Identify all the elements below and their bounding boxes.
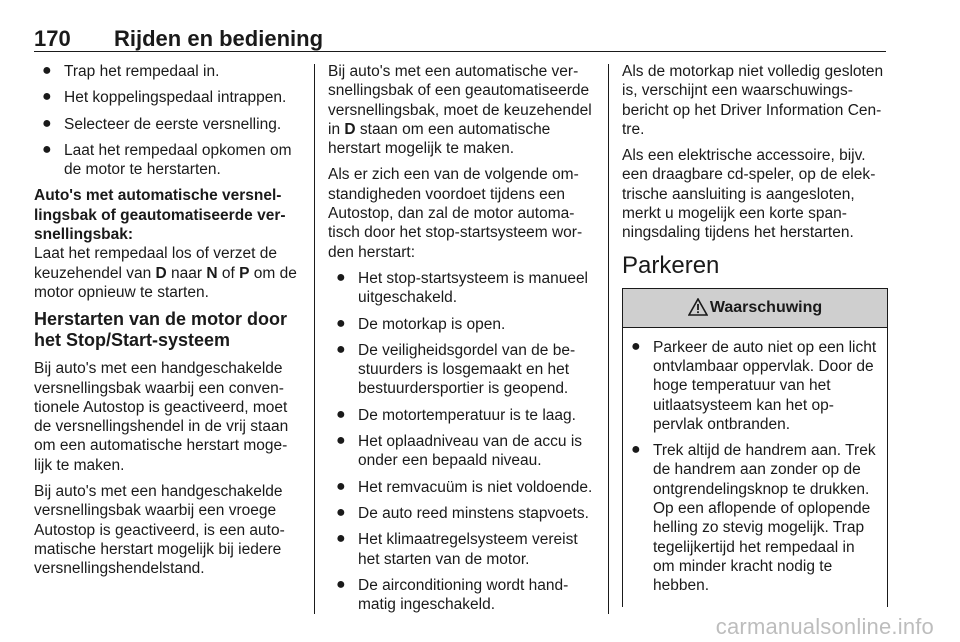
bullet-icon: ● xyxy=(336,314,346,332)
column-divider-2 xyxy=(608,64,609,614)
automatic-transmission-text: Laat het rempedaal los of verzet de keuzehendel van D naar N of P om de motor opnieuw te starten. xyxy=(34,245,297,301)
column-3 xyxy=(622,62,888,607)
bullet-icon: ● xyxy=(42,88,52,106)
warning-box xyxy=(622,288,888,607)
warning-triangle-icon xyxy=(688,298,708,316)
paragraph: Bij auto's met een handgeschakelde versnellingsbak waarbij een conventionele Autostop is geactiveerd, moet de versnellingshendel in de vrij staan om een automatische herstart mogelijk te maken. xyxy=(34,360,289,474)
warning-header xyxy=(623,289,887,328)
list-item: ● De motortemperatuur is te laag. xyxy=(336,405,576,424)
list-item: ● Het stop-startsysteem is manueel uitgeschakeld. xyxy=(336,268,589,307)
section-heading-restart: Herstarten van de motor door het Stop/Start-systeem xyxy=(34,309,288,351)
page-header xyxy=(34,26,886,54)
restart-conditions-list xyxy=(328,269,594,614)
bullet-icon: ● xyxy=(336,268,346,286)
list-item: ● Trap het rempedaal in. xyxy=(42,62,220,80)
list-item: ● Selecteer de eerste versnelling. xyxy=(42,114,282,133)
column-1 xyxy=(34,62,300,586)
list-item: ● Het koppelingspedaal intrappen. xyxy=(42,88,287,107)
section-heading-parkeren: Parkeren xyxy=(622,251,720,279)
paragraph: Als er zich een van de volgende omstandigheden voordoet tijdens een Autostop, dan zal de motor automatisch door het stop-startsysteem worden herstart: xyxy=(328,166,583,261)
list-item: ● Het klimaatregelsysteem vereist het starten van de motor. xyxy=(336,530,578,568)
bullet-icon: ● xyxy=(336,503,346,521)
list-item: ● De motorkap is open. xyxy=(336,314,506,333)
list-item: ● Het remvacuüm is niet voldoende. xyxy=(336,477,593,496)
bullet-icon: ● xyxy=(336,405,346,423)
bullet-icon: ● xyxy=(42,62,52,79)
list-item: ● Trek altijd de handrem aan. Trek de handrem aan zonder op de ontgrendelingsknop te drukken. Op een aflopende of oplopende helling zo stevig mogelijk. Trap tegelijkertijd het rempedaal in om minder kracht nodig te hebben. xyxy=(631,441,876,595)
list-item: ● Parkeer de auto niet op een licht ontvlambaar oppervlak. Door de hoge temperatuur van het uitlaatsysteem kan het oppervlak ontbranden. xyxy=(631,337,877,433)
paragraph: Als een elektrische accessoire, bijv. een draagbare cd-speler, op de elektrische aansluiting is aangesloten, merkt u mogelijk een korte spanningsdaling tijdens het herstarten. xyxy=(622,147,876,242)
list-item: ● De auto reed minstens stapvoets. xyxy=(336,503,589,522)
bullet-icon: ● xyxy=(336,530,346,548)
paragraph: Bij auto's met een automatische versnellingsbak of een geautomatiseerde versnellingsbak, moet de keuzehendel in D staan om een automatische herstart mogelijk te maken. xyxy=(328,63,592,158)
bullet-icon: ● xyxy=(631,441,641,459)
warning-body xyxy=(623,328,887,607)
bullet-icon: ● xyxy=(631,337,641,355)
list-item: ● De veiligheidsgordel van de bestuurders is losgemaakt en het bestuurdersportier is geopend. xyxy=(336,340,576,398)
column-2 xyxy=(328,62,594,621)
list-item: ● Het oplaadniveau van de accu is onder een bepaald niveau. xyxy=(336,432,583,470)
watermark: carmanualsonline.info xyxy=(715,614,934,639)
bullet-icon: ● xyxy=(42,114,52,132)
paragraph: Als de motorkap niet volledig gesloten is, verschijnt een waarschuwingsbericht op het Driver Information Centre. xyxy=(622,63,884,138)
bullet-icon: ● xyxy=(336,340,346,358)
paragraph: Bij auto's met een handgeschakelde versnellingsbak waarbij een vroege Autostop is geactiveerd, is een automatische herstart mogelijk bij iedere versnellingshendelstand. xyxy=(34,483,285,578)
chapter-title: Rijden en bediening xyxy=(114,26,324,51)
list-item: ● De airconditioning wordt handmatig ingeschakeld. xyxy=(336,575,569,614)
bullet-icon: ● xyxy=(336,432,346,450)
restart-steps-list xyxy=(34,62,300,179)
bullet-icon: ● xyxy=(336,575,346,593)
automatic-transmission-heading: Auto's met automatische versnellingsbak of geautomatiseerde versnellingsbak: xyxy=(34,187,286,244)
column-divider-1 xyxy=(314,64,315,614)
page-number: 170 xyxy=(34,26,71,51)
warning-list xyxy=(631,338,877,596)
list-item: ● Laat het rempedaal opkomen om de motor te herstarten. xyxy=(42,140,292,179)
warning-title: Waarschuwing xyxy=(709,298,823,316)
bullet-icon: ● xyxy=(336,477,346,495)
bullet-icon: ● xyxy=(42,140,52,158)
header-rule xyxy=(34,51,886,52)
